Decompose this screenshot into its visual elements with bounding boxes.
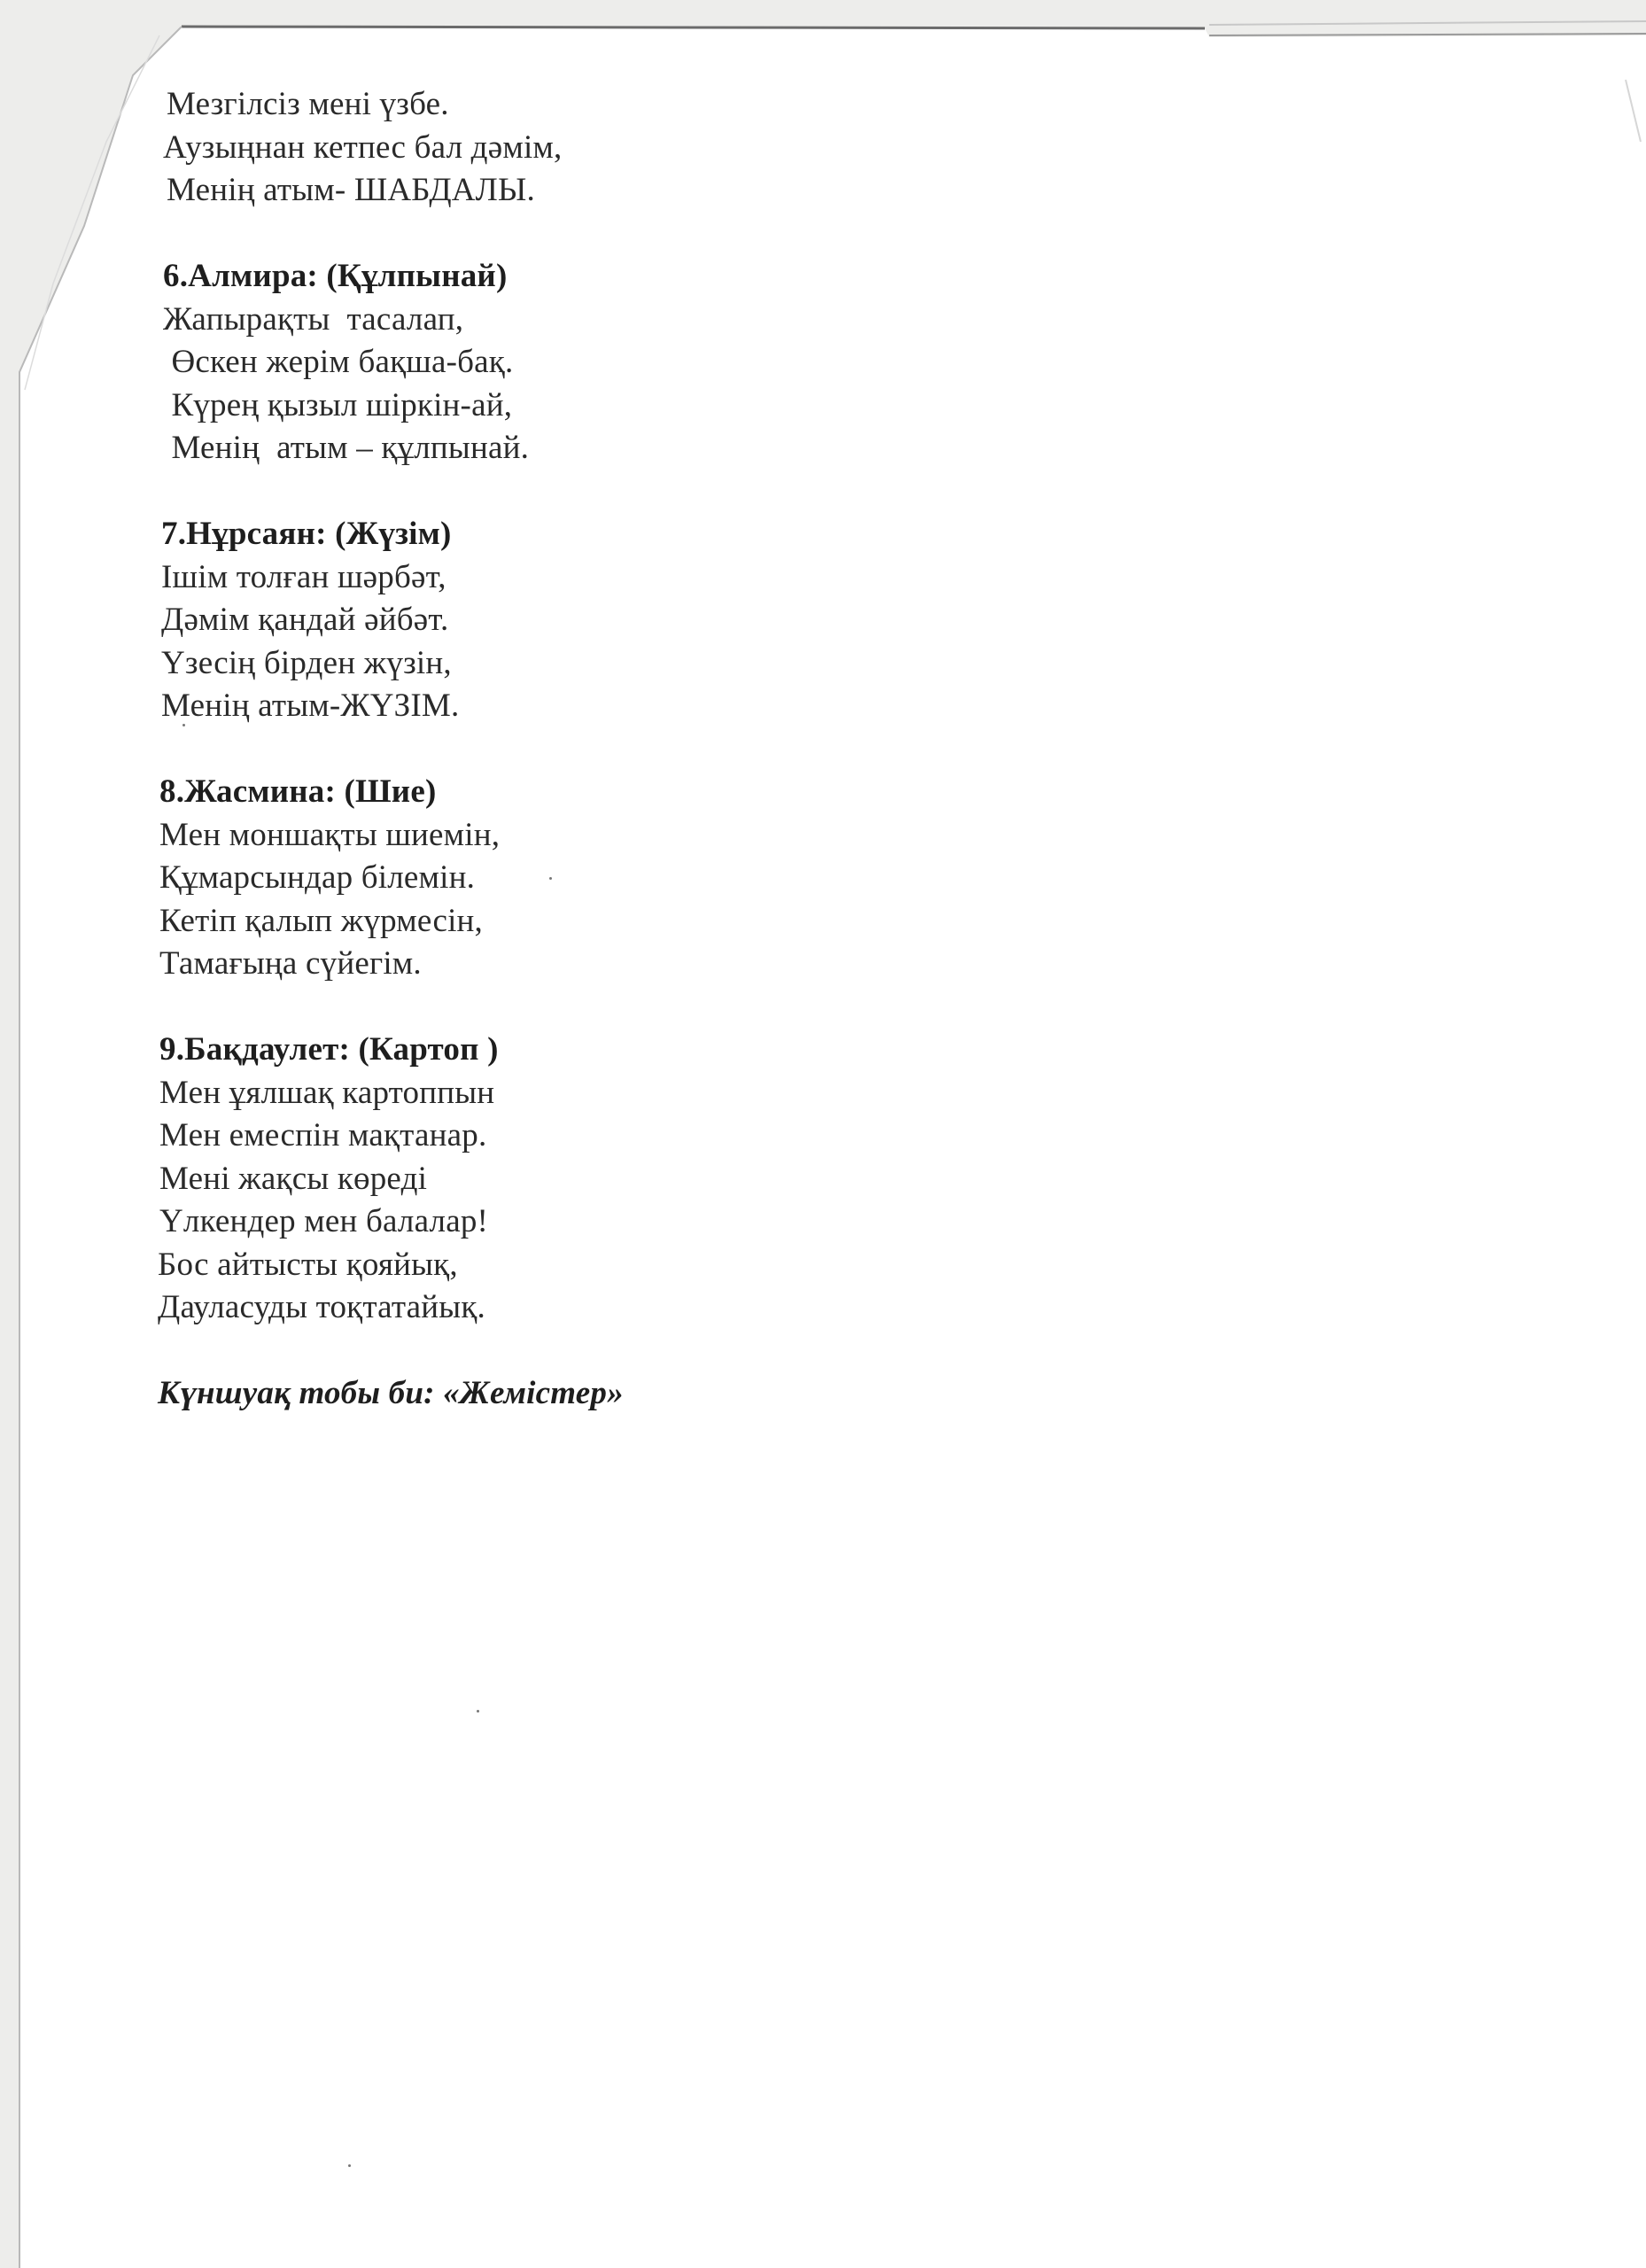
verse-line: Менің атым- ШАБДАЛЫ.: [167, 172, 535, 208]
verse-line: Мені жақсы көреді: [159, 1160, 428, 1197]
speck: [477, 1710, 479, 1713]
stanza-nursayan: [161, 513, 1407, 728]
stanza-jasmina: [159, 771, 1407, 986]
stanza-gap: [167, 986, 1407, 1029]
speck: [348, 2164, 351, 2167]
verse-line: Үзесің бірден жүзін,: [161, 644, 452, 681]
stanza-almira: [163, 255, 1407, 470]
stanza-heading: 9.Бақдаулет: (Картоп ): [159, 1031, 499, 1068]
verse-line: Мен ұялшақ картоппын: [159, 1074, 495, 1111]
verse-line: Мезгілсіз мені үзбе.: [167, 86, 449, 122]
verse-line: Тамағыңа сүйегім.: [159, 945, 422, 982]
stanza-heading: 6.Алмира: (Құлпынай): [163, 258, 508, 294]
poem-body: [158, 83, 1407, 1416]
stanza-gap: [167, 470, 1407, 514]
verse-line: Дауласуды тоқтатайық.: [158, 1289, 485, 1325]
closing-dance-line: Күншуақ тобы би: «Жемістер»: [158, 1375, 624, 1411]
stanza-gap: [167, 728, 1407, 772]
verse-line: Дәмім қандай әйбәт.: [161, 602, 449, 638]
intro-stanza: [163, 83, 1407, 213]
verse-line: Бос айтысты қояйық,: [158, 1246, 458, 1283]
verse-line: Аузыңнан кетпес бал дәмім,: [163, 128, 563, 166]
stanza-heading: 8.Жасмина: (Шие): [159, 773, 437, 810]
verse-line: Менің атым – құлпынай.: [163, 430, 530, 466]
verse-line: Ішім толған шәрбәт,: [161, 558, 446, 595]
verse-line: Өскен жерім бақша-бақ.: [163, 344, 514, 380]
verse-line: Үлкендер мен балалар!: [159, 1203, 489, 1239]
verse-line: Құмарсындар білемін.: [159, 859, 476, 896]
verse-line: Күрең қызыл шіркін-ай,: [163, 386, 513, 423]
verse-line: Мен моншақты шиемін,: [159, 816, 501, 853]
verse-line: Жапырақты тасалап,: [163, 300, 464, 338]
verse-line: Кетіп қалып жүрмесін,: [159, 902, 484, 939]
stanza-gap: [167, 213, 1407, 256]
verse-line: Мен емеспін мақтанар.: [159, 1117, 487, 1153]
stanza-bakdaulet: [158, 1029, 1407, 1330]
stanza-heading: 7.Нұрсаян: (Жүзім): [161, 516, 452, 552]
verse-line: Менің атым-ЖҮЗІМ.: [161, 687, 460, 724]
stanza-gap: [167, 1330, 1407, 1373]
